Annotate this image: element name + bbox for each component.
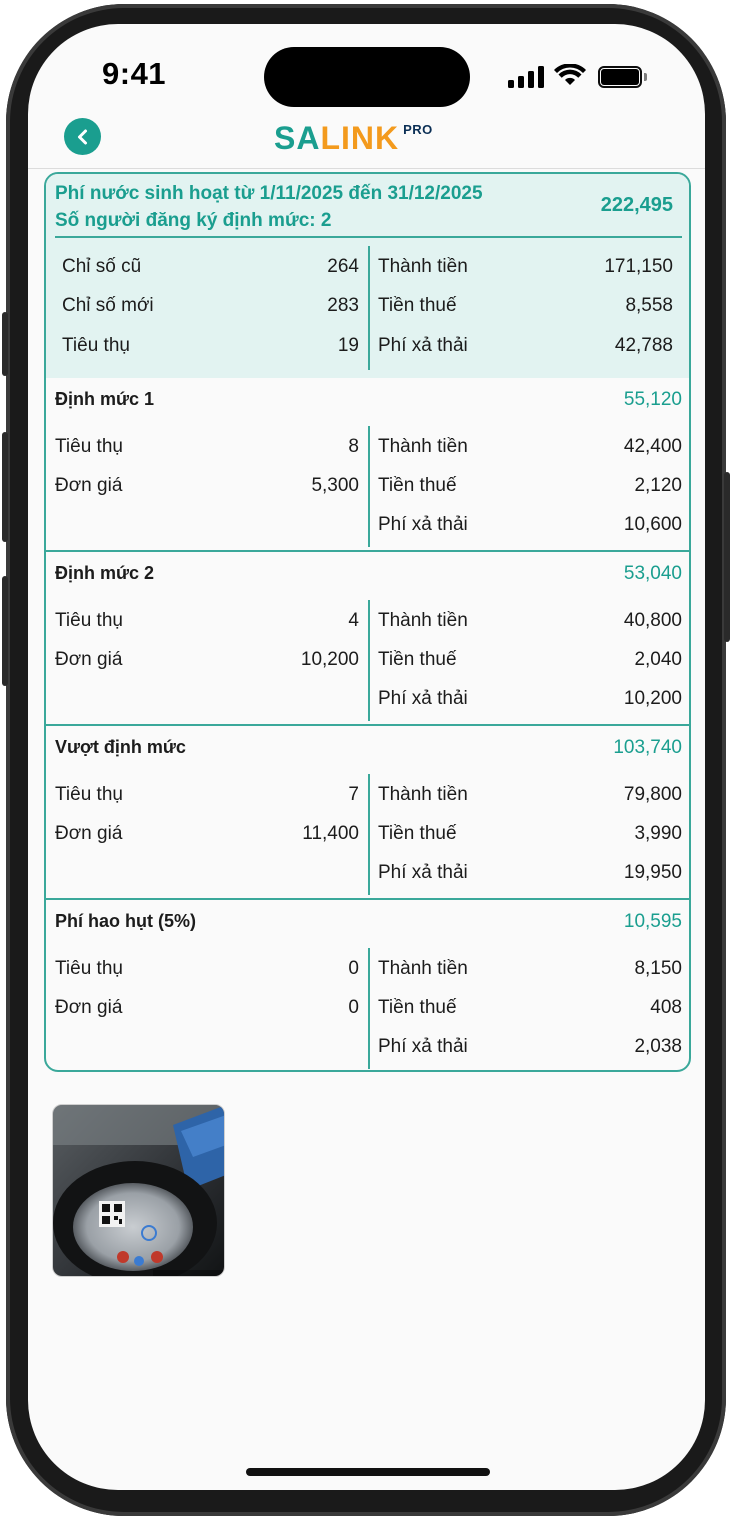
column-divider: [368, 246, 370, 370]
section-value: 2,040: [634, 649, 682, 670]
summary-block: [46, 174, 689, 378]
column-divider: [368, 774, 370, 895]
section-value: 10,600: [623, 514, 682, 535]
section-value: 40,800: [623, 610, 682, 631]
nav-header: [28, 116, 705, 168]
summary-value: 171,150: [604, 256, 673, 277]
section-total: 103,740: [613, 737, 682, 758]
section-label: Tiêu thụ: [55, 610, 123, 631]
section-value: 4: [348, 610, 359, 631]
salink-pro-logo: [274, 116, 433, 156]
section-label: Đơn giá: [55, 475, 123, 496]
summary-label: Thành tiền: [378, 256, 468, 277]
section-total: 53,040: [623, 563, 682, 584]
wifi-icon: [554, 64, 586, 88]
section-value: 2,038: [634, 1036, 682, 1057]
cellular-signal-icon: [508, 66, 544, 88]
summary-value: 42,788: [614, 335, 673, 356]
section-divider: [46, 898, 689, 900]
section-value: 0: [348, 958, 359, 979]
section-value: 8,150: [634, 958, 682, 979]
section-total: 10,595: [623, 911, 682, 932]
section-title: Định mức 2: [55, 563, 155, 583]
section-label: Tiền thuế: [378, 475, 457, 496]
section-label: Phí xả thải: [378, 688, 468, 709]
back-button[interactable]: [64, 118, 101, 155]
section-value: 0: [348, 997, 359, 1018]
section-label: Phí xả thải: [378, 514, 468, 535]
battery-icon: [598, 66, 646, 88]
summary-value: 264: [327, 256, 359, 277]
section-label: Thành tiền: [378, 958, 468, 979]
chevron-left-icon: [74, 128, 92, 146]
section-label: Tiền thuế: [378, 823, 457, 844]
section-value: 5,300: [311, 475, 359, 496]
section-divider: [46, 724, 689, 726]
section-label: Tiêu thụ: [55, 436, 123, 457]
section-label: Tiền thuế: [378, 997, 457, 1018]
summary-title: [55, 180, 483, 234]
logo-pro: PRO: [403, 122, 433, 137]
column-divider: [368, 948, 370, 1069]
section-label: Thành tiền: [378, 436, 468, 457]
section-value: 10,200: [300, 649, 359, 670]
section-label: Phí xả thải: [378, 862, 468, 883]
section-value: 8: [348, 436, 359, 457]
section-value: 19,950: [623, 862, 682, 883]
summary-label: Tiêu thụ: [62, 335, 130, 356]
section-total: 55,120: [623, 389, 682, 410]
column-divider: [368, 600, 370, 721]
home-indicator[interactable]: [246, 1468, 490, 1476]
summary-value: 8,558: [625, 295, 673, 316]
section-value: 7: [348, 784, 359, 805]
section-title: Định mức 1: [55, 389, 155, 409]
summary-label: Tiền thuế: [378, 295, 457, 316]
section-label: Đơn giá: [55, 649, 123, 670]
section-value: 79,800: [623, 784, 682, 805]
header-divider: [28, 168, 705, 169]
summary-value: 19: [337, 335, 359, 356]
summary-value: 283: [327, 295, 359, 316]
bill-detail-card: [44, 172, 691, 1072]
volume-down-button: [2, 576, 8, 686]
section-value: 11,400: [302, 823, 359, 844]
section-label: Tiêu thụ: [55, 784, 123, 805]
summary-total: 222,495: [600, 194, 673, 216]
section-label: Đơn giá: [55, 997, 123, 1018]
summary-label: Phí xả thải: [378, 335, 468, 356]
column-divider: [368, 426, 370, 547]
water-meter-photo: [53, 1105, 225, 1277]
section-label: Thành tiền: [378, 784, 468, 805]
section-label: Phí xả thải: [378, 1036, 468, 1057]
logo-sa: SA: [274, 120, 321, 156]
meter-photo-thumbnail[interactable]: [52, 1104, 225, 1277]
summary-label: Chỉ số cũ: [62, 256, 142, 277]
summary-registered-people: Số người đăng ký định mức: 2: [55, 210, 332, 231]
summary-period: Phí nước sinh hoạt từ 1/11/2025 đến 31/12/2025: [55, 183, 483, 204]
section-label: Thành tiền: [378, 610, 468, 631]
power-button: [724, 472, 730, 642]
screen: [28, 24, 705, 1490]
section-title: Phí hao hụt (5%): [55, 911, 196, 931]
section-value: 42,400: [623, 436, 682, 457]
dynamic-island: [264, 47, 470, 107]
status-bar: [28, 24, 705, 124]
section-divider: [46, 550, 689, 552]
summary-label: Chỉ số mới: [62, 295, 154, 316]
action-button: [2, 312, 8, 376]
status-time: 9:41: [102, 56, 167, 91]
section-value: 408: [650, 997, 682, 1018]
section-label: Tiêu thụ: [55, 958, 123, 979]
section-label: Tiền thuế: [378, 649, 457, 670]
section-value: 3,990: [634, 823, 682, 844]
section-value: 2,120: [634, 475, 682, 496]
volume-up-button: [2, 432, 8, 542]
summary-divider: [55, 236, 682, 238]
section-value: 10,200: [623, 688, 682, 709]
logo-link: LINK: [320, 120, 400, 156]
section-label: Đơn giá: [55, 823, 123, 844]
section-title: Vượt định mức: [55, 737, 186, 757]
